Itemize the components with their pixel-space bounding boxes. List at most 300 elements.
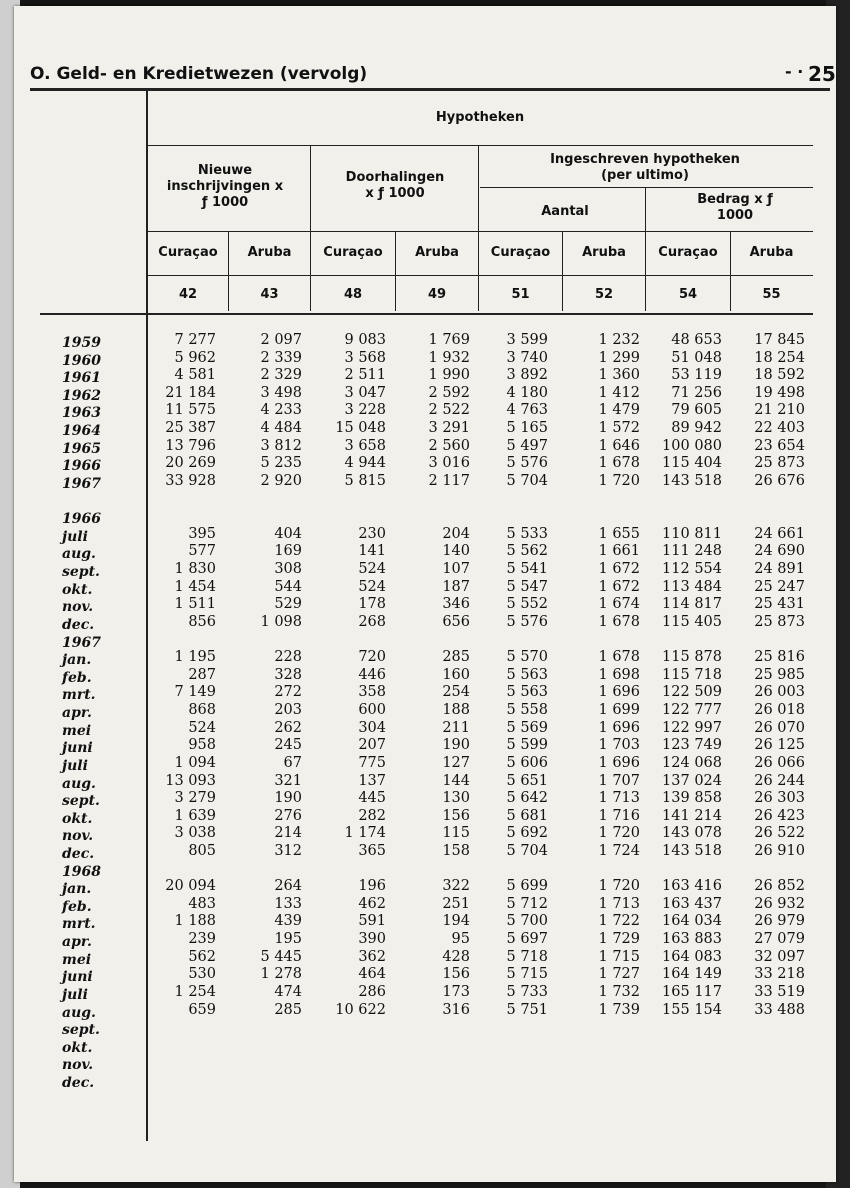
table-cell: 264 bbox=[274, 878, 302, 895]
table-cell: 577 bbox=[188, 543, 216, 560]
sub-header-7: Aruba bbox=[749, 245, 794, 260]
table-cell: 254 bbox=[442, 684, 470, 701]
table-cell: 26 522 bbox=[754, 825, 805, 842]
table-cell: 600 bbox=[358, 702, 386, 719]
table-cell: 1 195 bbox=[174, 649, 216, 666]
table-cell: 3 740 bbox=[506, 349, 548, 366]
table-cell: 1 703 bbox=[598, 737, 640, 754]
table-cell: 15 048 bbox=[335, 420, 386, 437]
table-cell: 544 bbox=[274, 578, 302, 595]
table-cell: 25 873 bbox=[754, 613, 805, 630]
table-cell: 775 bbox=[358, 754, 386, 771]
table-cell: 5 815 bbox=[344, 472, 386, 489]
table-cell: 139 858 bbox=[662, 790, 722, 807]
table-cell: 1 661 bbox=[598, 543, 640, 560]
table-cell: 5 552 bbox=[506, 596, 548, 613]
table-cell: 211 bbox=[442, 719, 470, 736]
table-cell: 2 339 bbox=[260, 349, 302, 366]
table-cell: 22 403 bbox=[754, 420, 805, 437]
table-cell: 122 997 bbox=[662, 719, 722, 736]
table-cell: 239 bbox=[188, 931, 216, 948]
row-label: 1964 bbox=[62, 423, 101, 440]
table-cell: 25 873 bbox=[754, 455, 805, 472]
table-cell: 1 830 bbox=[174, 561, 216, 578]
table-cell: 24 891 bbox=[754, 561, 805, 578]
table-cell: 1 720 bbox=[598, 825, 640, 842]
table-cell: 143 078 bbox=[662, 825, 722, 842]
sub-header-1: Aruba bbox=[247, 245, 292, 260]
table-cell: 3 016 bbox=[428, 455, 470, 472]
table-cell: 133 bbox=[274, 895, 302, 912]
row-label: jan. bbox=[62, 881, 92, 898]
section-heading: O. Geld- en Kredietwezen (vervolg) bbox=[30, 64, 368, 84]
table-cell: 362 bbox=[358, 948, 386, 965]
table-cell: 304 bbox=[358, 719, 386, 736]
row-label: sept. bbox=[62, 1022, 100, 1039]
table-cell: 137 bbox=[358, 772, 386, 789]
table-cell: 5 715 bbox=[506, 966, 548, 983]
table-cell: 1 699 bbox=[598, 702, 640, 719]
table-cell: 124 068 bbox=[662, 754, 722, 771]
table-cell: 462 bbox=[358, 895, 386, 912]
table-cell: 2 920 bbox=[260, 472, 302, 489]
table-cell: 5 563 bbox=[506, 666, 548, 683]
header-mark: - · bbox=[785, 62, 804, 81]
table-cell: 113 484 bbox=[662, 578, 722, 595]
row-label: juni bbox=[62, 969, 93, 986]
table-cell: 158 bbox=[442, 842, 470, 859]
table-cell: 25 247 bbox=[754, 578, 805, 595]
row-label: apr. bbox=[62, 705, 92, 722]
table-cell: 173 bbox=[442, 983, 470, 1000]
table-cell: 1 732 bbox=[598, 983, 640, 1000]
table-cell: 155 154 bbox=[662, 1001, 722, 1018]
table-cell: 1 299 bbox=[598, 349, 640, 366]
ingeschreven-underline bbox=[480, 187, 813, 188]
column-number-5: 52 bbox=[594, 287, 614, 302]
doorhalingen-header: Doorhalingen x ƒ 1000 bbox=[345, 170, 445, 201]
table-cell: 21 184 bbox=[165, 384, 216, 401]
table-cell: 18 592 bbox=[754, 367, 805, 384]
row-label: dec. bbox=[62, 845, 95, 862]
table-cell: 316 bbox=[442, 1001, 470, 1018]
table-cell: 127 bbox=[442, 754, 470, 771]
row-label: mei bbox=[62, 722, 92, 739]
table-cell: 110 811 bbox=[662, 525, 722, 542]
table-cell: 390 bbox=[358, 931, 386, 948]
table-cell: 5 445 bbox=[260, 948, 302, 965]
table-cell: 163 416 bbox=[662, 878, 722, 895]
table-cell: 115 718 bbox=[662, 666, 722, 683]
table-cell: 115 404 bbox=[662, 455, 722, 472]
table-cell: 5 599 bbox=[506, 737, 548, 754]
colnum-rule bbox=[40, 313, 813, 315]
table-cell: 5 576 bbox=[506, 455, 548, 472]
table-cell: 2 522 bbox=[428, 402, 470, 419]
table-cell: 591 bbox=[358, 913, 386, 930]
table-cell: 122 509 bbox=[662, 684, 722, 701]
column-number-3: 49 bbox=[427, 287, 447, 302]
table-cell: 204 bbox=[442, 525, 470, 542]
table-cell: 365 bbox=[358, 842, 386, 859]
table-cell: 169 bbox=[274, 543, 302, 560]
table-cell: 1 678 bbox=[598, 613, 640, 630]
table-cell: 207 bbox=[358, 737, 386, 754]
table-cell: 3 291 bbox=[428, 420, 470, 437]
table-cell: 464 bbox=[358, 966, 386, 983]
table-cell: 1 479 bbox=[598, 402, 640, 419]
table-cell: 144 bbox=[442, 772, 470, 789]
table-cell: 656 bbox=[442, 613, 470, 630]
table-cell: 19 498 bbox=[754, 384, 805, 401]
table-cell: 26 910 bbox=[754, 842, 805, 859]
table-cell: 321 bbox=[274, 772, 302, 789]
row-label: aug. bbox=[62, 546, 96, 563]
table-cell: 5 547 bbox=[506, 578, 548, 595]
table-cell: 308 bbox=[274, 561, 302, 578]
table-cell: 285 bbox=[442, 649, 470, 666]
table-cell: 5 699 bbox=[506, 878, 548, 895]
table-cell: 805 bbox=[188, 842, 216, 859]
row-label: 1962 bbox=[62, 387, 101, 404]
table-cell: 4 581 bbox=[174, 367, 216, 384]
table-cell: 71 256 bbox=[671, 384, 722, 401]
column-number-2: 48 bbox=[343, 287, 363, 302]
table-cell: 7 277 bbox=[174, 332, 216, 348]
table-cell: 100 080 bbox=[662, 437, 722, 454]
table-cell: 107 bbox=[442, 561, 470, 578]
row-label: mrt. bbox=[62, 687, 96, 704]
row-label: apr. bbox=[62, 934, 92, 951]
table-cell: 26 066 bbox=[754, 754, 805, 771]
table-cell: 26 003 bbox=[754, 684, 805, 701]
table-cell: 1 511 bbox=[174, 596, 216, 613]
aantal-header: Aantal bbox=[541, 204, 589, 219]
row-label: mrt. bbox=[62, 916, 96, 933]
table-cell: 122 777 bbox=[662, 702, 722, 719]
table-cell: 1 713 bbox=[598, 790, 640, 807]
row-label: dec. bbox=[62, 1075, 95, 1092]
table-cell: 3 892 bbox=[506, 367, 548, 384]
table-cell: 51 048 bbox=[671, 349, 722, 366]
table-cell: 445 bbox=[358, 790, 386, 807]
table-cell: 1 098 bbox=[260, 613, 302, 630]
table-cell: 165 117 bbox=[662, 983, 722, 1000]
table-cell: 530 bbox=[188, 966, 216, 983]
table-cell: 958 bbox=[188, 737, 216, 754]
table-cell: 13 093 bbox=[165, 772, 216, 789]
table-cell: 2 117 bbox=[428, 472, 470, 489]
table-cell: 141 214 bbox=[662, 807, 722, 824]
bedrag-header: Bedrag x ƒ 1000 bbox=[697, 192, 773, 223]
table-cell: 312 bbox=[274, 842, 302, 859]
table-cell: 20 094 bbox=[165, 878, 216, 895]
table-cell: 95 bbox=[451, 931, 470, 948]
table-cell: 160 bbox=[442, 666, 470, 683]
table-cell: 5 651 bbox=[506, 772, 548, 789]
table-cell: 1 713 bbox=[598, 895, 640, 912]
table-cell: 3 812 bbox=[260, 437, 302, 454]
table-cell: 358 bbox=[358, 684, 386, 701]
table-cell: 1 646 bbox=[598, 437, 640, 454]
table-cell: 79 605 bbox=[671, 402, 722, 419]
table-cell: 1 254 bbox=[174, 983, 216, 1000]
row-label: 1966 bbox=[62, 458, 101, 475]
row-label: juli bbox=[62, 528, 88, 545]
column-number-1: 43 bbox=[260, 287, 279, 302]
table-cell: 524 bbox=[188, 719, 216, 736]
table-cell: 156 bbox=[442, 966, 470, 983]
table-cell: 346 bbox=[442, 596, 470, 613]
table-cell: 276 bbox=[274, 807, 302, 824]
table-cell: 17 845 bbox=[754, 332, 805, 348]
table-cell: 5 697 bbox=[506, 931, 548, 948]
table-cell: 9 083 bbox=[344, 332, 386, 348]
table-cell: 143 518 bbox=[662, 842, 722, 859]
table-cell: 1 232 bbox=[598, 332, 640, 348]
row-label: aug. bbox=[62, 775, 96, 792]
table-cell: 2 560 bbox=[428, 437, 470, 454]
table-cell: 20 269 bbox=[165, 455, 216, 472]
table-cell: 230 bbox=[358, 525, 386, 542]
table-cell: 26 979 bbox=[754, 913, 805, 930]
table-cell: 25 431 bbox=[754, 596, 805, 613]
row-label: 1967 bbox=[62, 634, 101, 651]
table-cell: 1 707 bbox=[598, 772, 640, 789]
row-label: 1967 bbox=[62, 475, 101, 492]
table-cell: 5 642 bbox=[506, 790, 548, 807]
table-cell: 3 498 bbox=[260, 384, 302, 401]
table-cell: 1 727 bbox=[598, 966, 640, 983]
table-cell: 1 672 bbox=[598, 578, 640, 595]
table-cell: 115 405 bbox=[662, 613, 722, 630]
row-label: 1960 bbox=[62, 352, 101, 369]
row-label: nov. bbox=[62, 828, 94, 845]
table-cell: 286 bbox=[358, 983, 386, 1000]
row-label: juni bbox=[62, 740, 93, 757]
table-cell: 1 674 bbox=[598, 596, 640, 613]
table-cell: 5 606 bbox=[506, 754, 548, 771]
top-rule bbox=[30, 88, 830, 91]
table-cell: 1 655 bbox=[598, 525, 640, 542]
table-cell: 1 360 bbox=[598, 367, 640, 384]
table-cell: 4 180 bbox=[506, 384, 548, 401]
table-cell: 272 bbox=[274, 684, 302, 701]
row-label: feb. bbox=[62, 898, 92, 915]
table-cell: 164 034 bbox=[662, 913, 722, 930]
table-cell: 26 125 bbox=[754, 737, 805, 754]
table-cell: 5 570 bbox=[506, 649, 548, 666]
table-cell: 856 bbox=[188, 613, 216, 630]
table-cell: 3 599 bbox=[506, 332, 548, 348]
table-cell: 4 944 bbox=[344, 455, 386, 472]
table-cell: 23 654 bbox=[754, 437, 805, 454]
table-cell: 562 bbox=[188, 948, 216, 965]
row-label: sept. bbox=[62, 564, 100, 581]
table-cell: 1 716 bbox=[598, 807, 640, 824]
col-header-rule bbox=[148, 275, 813, 276]
ingeschreven-header: Ingeschreven hypotheken (per ultimo) bbox=[550, 152, 740, 183]
table-cell: 5 712 bbox=[506, 895, 548, 912]
table-cell: 1 639 bbox=[174, 807, 216, 824]
table-cell: 228 bbox=[274, 649, 302, 666]
table-cell: 282 bbox=[358, 807, 386, 824]
row-label: feb. bbox=[62, 669, 92, 686]
table-cell: 720 bbox=[358, 649, 386, 666]
table-cell: 130 bbox=[442, 790, 470, 807]
table-cell: 26 018 bbox=[754, 702, 805, 719]
table-cell: 446 bbox=[358, 666, 386, 683]
row-label: dec. bbox=[62, 616, 95, 633]
table-cell: 5 563 bbox=[506, 684, 548, 701]
table-cell: 115 bbox=[442, 825, 470, 842]
table-cell: 33 218 bbox=[754, 966, 805, 983]
table-cell: 5 235 bbox=[260, 455, 302, 472]
table-cell: 5 700 bbox=[506, 913, 548, 930]
table-cell: 404 bbox=[274, 525, 302, 542]
table-cell: 4 763 bbox=[506, 402, 548, 419]
table-cell: 2 511 bbox=[344, 367, 386, 384]
table-cell: 48 653 bbox=[671, 332, 722, 348]
row-label: sept. bbox=[62, 793, 100, 810]
table-cell: 32 097 bbox=[754, 948, 805, 965]
row-label: 1959 bbox=[62, 335, 101, 351]
table-cell: 1 769 bbox=[428, 332, 470, 348]
table-cell: 33 519 bbox=[754, 983, 805, 1000]
table-cell: 5 576 bbox=[506, 613, 548, 630]
table-cell: 474 bbox=[274, 983, 302, 1000]
table-cell: 156 bbox=[442, 807, 470, 824]
table-cell: 262 bbox=[274, 719, 302, 736]
table-cell: 245 bbox=[274, 737, 302, 754]
table-cell: 140 bbox=[442, 543, 470, 560]
table-cell: 26 423 bbox=[754, 807, 805, 824]
table-cell: 2 097 bbox=[260, 332, 302, 348]
table-cell: 111 248 bbox=[662, 543, 722, 560]
table-cell: 5 562 bbox=[506, 543, 548, 560]
table-cell: 33 928 bbox=[165, 472, 216, 489]
table-cell: 5 681 bbox=[506, 807, 548, 824]
table-cell: 5 558 bbox=[506, 702, 548, 719]
table-cell: 1 722 bbox=[598, 913, 640, 930]
row-label: jan. bbox=[62, 652, 92, 669]
nieuwe-header: Nieuwe inschrijvingen x ƒ 1000 bbox=[166, 163, 284, 210]
table-cell: 1 672 bbox=[598, 561, 640, 578]
table-cell: 25 816 bbox=[754, 649, 805, 666]
table-cell: 285 bbox=[274, 1001, 302, 1018]
column-number-4: 51 bbox=[511, 287, 530, 302]
table-cell: 188 bbox=[442, 702, 470, 719]
column-number-0: 42 bbox=[178, 287, 198, 302]
row-label: okt. bbox=[62, 581, 93, 598]
table-cell: 24 690 bbox=[754, 543, 805, 560]
row-label: juli bbox=[62, 986, 88, 1003]
column-number-6: 54 bbox=[678, 287, 698, 302]
table-cell: 439 bbox=[274, 913, 302, 930]
table-cell: 483 bbox=[188, 895, 216, 912]
table-cell: 190 bbox=[442, 737, 470, 754]
table-cell: 26 070 bbox=[754, 719, 805, 736]
table-cell: 3 568 bbox=[344, 349, 386, 366]
table-cell: 4 484 bbox=[260, 420, 302, 437]
table-cell: 2 329 bbox=[260, 367, 302, 384]
table-cell: 25 985 bbox=[754, 666, 805, 683]
table-cell: 251 bbox=[442, 895, 470, 912]
table-cell: 24 661 bbox=[754, 525, 805, 542]
hypotheken-header: Hypotheken bbox=[435, 110, 525, 125]
table-cell: 194 bbox=[442, 913, 470, 930]
table-cell: 524 bbox=[358, 578, 386, 595]
hypotheken-underline bbox=[148, 145, 813, 146]
table-cell: 5 569 bbox=[506, 719, 548, 736]
row-label: mei bbox=[62, 951, 92, 968]
row-label: aug. bbox=[62, 1004, 96, 1021]
table-cell: 25 387 bbox=[165, 420, 216, 437]
table-cell: 4 233 bbox=[260, 402, 302, 419]
table-cell: 1 696 bbox=[598, 719, 640, 736]
table-cell: 10 622 bbox=[335, 1001, 386, 1018]
row-label: okt. bbox=[62, 1039, 93, 1056]
table-cell: 5 733 bbox=[506, 983, 548, 1000]
table-cell: 112 554 bbox=[662, 561, 722, 578]
table-cell: 141 bbox=[358, 543, 386, 560]
table-cell: 214 bbox=[274, 825, 302, 842]
row-label: nov. bbox=[62, 599, 94, 616]
table-cell: 163 883 bbox=[662, 931, 722, 948]
table-cell: 3 038 bbox=[174, 825, 216, 842]
table-cell: 27 079 bbox=[754, 931, 805, 948]
table-cell: 1 698 bbox=[598, 666, 640, 683]
row-label: 1966 bbox=[62, 511, 101, 528]
table-cell: 5 497 bbox=[506, 437, 548, 454]
table-cell: 178 bbox=[358, 596, 386, 613]
table-cell: 7 149 bbox=[174, 684, 216, 701]
table-cell: 67 bbox=[283, 754, 302, 771]
table-cell: 529 bbox=[274, 596, 302, 613]
table-cell: 5 541 bbox=[506, 561, 548, 578]
table-cell: 5 533 bbox=[506, 525, 548, 542]
sub-header-rule bbox=[148, 231, 813, 232]
table-cell: 2 592 bbox=[428, 384, 470, 401]
table-cell: 26 244 bbox=[754, 772, 805, 789]
table-cell: 287 bbox=[188, 666, 216, 683]
table-cell: 18 254 bbox=[754, 349, 805, 366]
table-cell: 659 bbox=[188, 1001, 216, 1018]
table-cell: 190 bbox=[274, 790, 302, 807]
table-cell: 3 228 bbox=[344, 402, 386, 419]
sub-header-0: Curaçao bbox=[158, 245, 218, 260]
table-cell: 33 488 bbox=[754, 1001, 805, 1018]
row-label: 1965 bbox=[62, 440, 101, 457]
table-cell: 1 696 bbox=[598, 754, 640, 771]
sub-header-2: Curaçao bbox=[323, 245, 383, 260]
page-number: 25 bbox=[808, 62, 836, 86]
table-cell: 868 bbox=[188, 702, 216, 719]
table-cell: 11 575 bbox=[165, 402, 216, 419]
table-cell: 395 bbox=[188, 525, 216, 542]
table-cell: 5 692 bbox=[506, 825, 548, 842]
table-cell: 26 676 bbox=[754, 472, 805, 489]
table-cell: 5 704 bbox=[506, 842, 548, 859]
table-cell: 328 bbox=[274, 666, 302, 683]
row-label: 1961 bbox=[62, 370, 101, 387]
table-cell: 1 678 bbox=[598, 649, 640, 666]
row-label: 1968 bbox=[62, 863, 101, 880]
table-cell: 1 174 bbox=[344, 825, 386, 842]
table-cell: 26 932 bbox=[754, 895, 805, 912]
table-cell: 524 bbox=[358, 561, 386, 578]
table-cell: 21 210 bbox=[754, 402, 805, 419]
